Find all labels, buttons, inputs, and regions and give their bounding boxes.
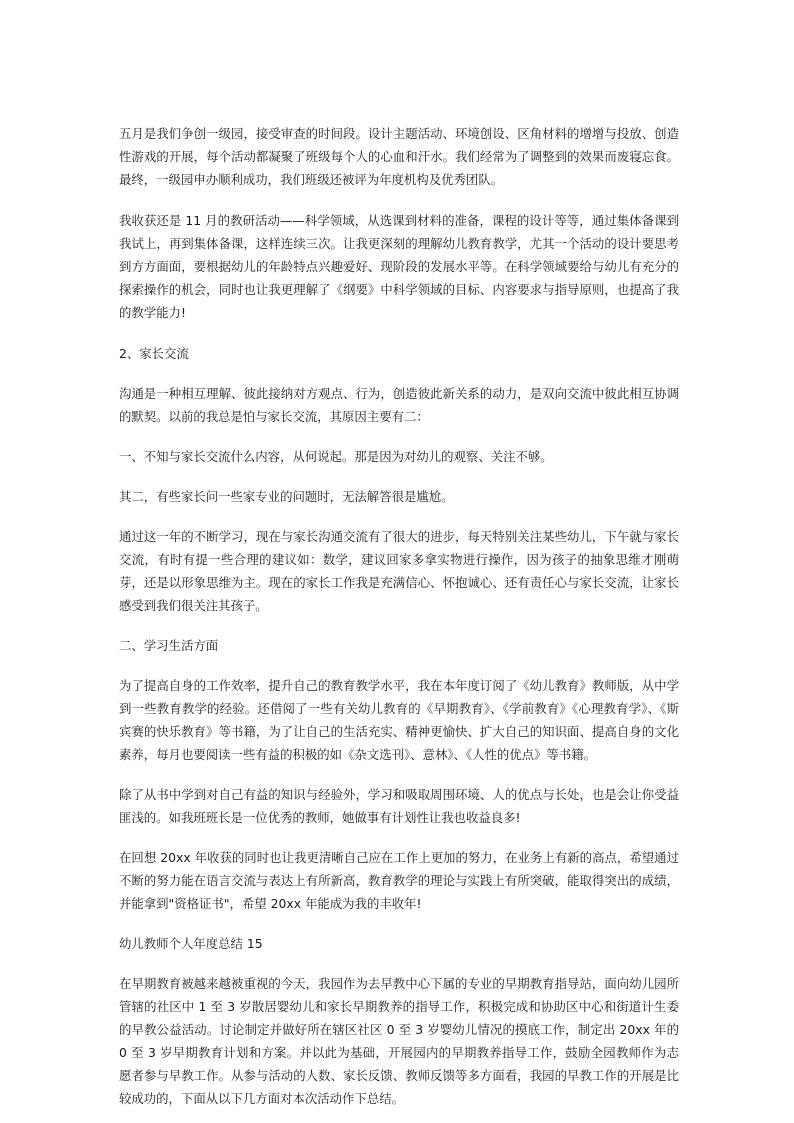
paragraph-reading: 为了提高自身的工作效率，提升自己的教育教学水平，我在本年度订阅了《幼儿教育》教师版，从中学到一些教育教学的经验。还借阅了一些有关幼儿教育的《早期教育》、《学前教育》《心理教育学》、《斯宾赛的快乐教育》等书籍，为了让自己的生活充实、精神更愉快、扩大自己的知识面、提高自身的文化素养，每月也要阅读一些有益的积极的如《杂文选刊》、意林》、《人性的优点》等书籍。: [119, 678, 679, 762]
paragraph-learning-from-others: 除了从书中学到对自己有益的知识与经验外，学习和吸取周围环境、人的优点与长处，也是会让你受益匪浅的。如我班班长是一位优秀的教师，她做事有计划性让我也收益良多!: [119, 787, 679, 825]
paragraph-reflection: 在回想 20xx 年收获的同时也让我更清晰自己应在工作上更加的努力，在业务上有新的高点，希望通过不断的努力能在语言交流与表达上有所新高，教育教学的理论与实践上有所突破，能取得突出的成绩，并能拿到"资格证书"，希望 20xx 年能成为我的丰收年!: [119, 850, 679, 911]
heading-study-life: 二、学习生活方面: [119, 638, 219, 653]
paragraph-progress: 通过这一年的不断学习，现在与家长沟通交流有了很大的进步，每天特别关注某些幼儿，下午就与家长交流，有时有提一些合理的建议如：数学，建议回家多拿实物进行操作，因为孩子的抽象思维才刚萌芽，还是以形象思维为主。现在的家长工作我是充满信心、怀抱诚心、还有责任心与家长交流，让家长感受到我们很关注其孩子。: [119, 529, 679, 613]
document-page: [119, 96, 679, 1110]
paragraph-reason-two: 其二，有些家长问一些家专业的问题时，无法解答很是尴尬。: [119, 489, 454, 504]
section-title-summary-15: 幼儿教师个人年度总结 15: [119, 936, 263, 951]
heading-parent-communication: 2、家长交流: [119, 346, 189, 361]
paragraph-communication-intro: 沟通是一种相互理解、彼此接纳对方观点、行为，创造彼此新关系的动力，是双向交流中彼此相互协调的默契。以前的我总是怕与家长交流，其原因主要有二：: [119, 386, 679, 424]
paragraph-research-activity: 我收获还是 11 月的教研活动——科学领域，从选课到材料的准备，课程的设计等等，通过集体备课到我试上，再到集体备课，这样连续三次。让我更深刻的理解幼儿教育教学，尤其一个活动的设计要思考到方方面面，要根据幼儿的年龄特点兴趣爱好、现阶段的发展水平等。在科学领域要给与幼儿有充分的探索操作的机会，同时也让我更理解了《纲要》中科学领域的目标、内容要求与指导原则，也提高了我的教学能力!: [119, 213, 679, 320]
paragraph-promotion: 五月是我们争创一级园，接受审查的时间段。设计主题活动、环境创设、区角材料的增增与投放、创造性游戏的开展，每个活动都凝聚了班级每个人的心血和汗水。我们经常为了调整到的效果而废寝忘食。最终，一级园申办顺利成功，我们班级还被评为年度机构及优秀团队。: [119, 126, 679, 187]
paragraph-reason-one: 一、不知与家长交流什么内容，从何说起。那是因为对幼儿的观察、关注不够。: [119, 449, 553, 464]
paragraph-early-education: 在早期教育被越来越被重视的今天，我园作为去早教中心下属的专业的早期教育指导站，面向幼儿园所管辖的社区中 1 至 3 岁散居婴幼儿和家长早期教养的指导工作，积极完成和协助区中心和街道计生委的早教公益活动。讨论制定并做好所在辖区社区 0 至 3 岁婴幼儿情况的摸底工作，制定出 20xx 年的 0 至 3 岁早期教育计划和方案。并以此为基础，开展园内的早期教养指导工作，鼓励全园教师作为志愿者参与早教工作。从参与活动的人数、家长反馈、教师反馈等多方面看，我园的早教工作的开展是比较成功的，下面从以下几方面对本次活动作下总结。: [119, 976, 679, 1106]
